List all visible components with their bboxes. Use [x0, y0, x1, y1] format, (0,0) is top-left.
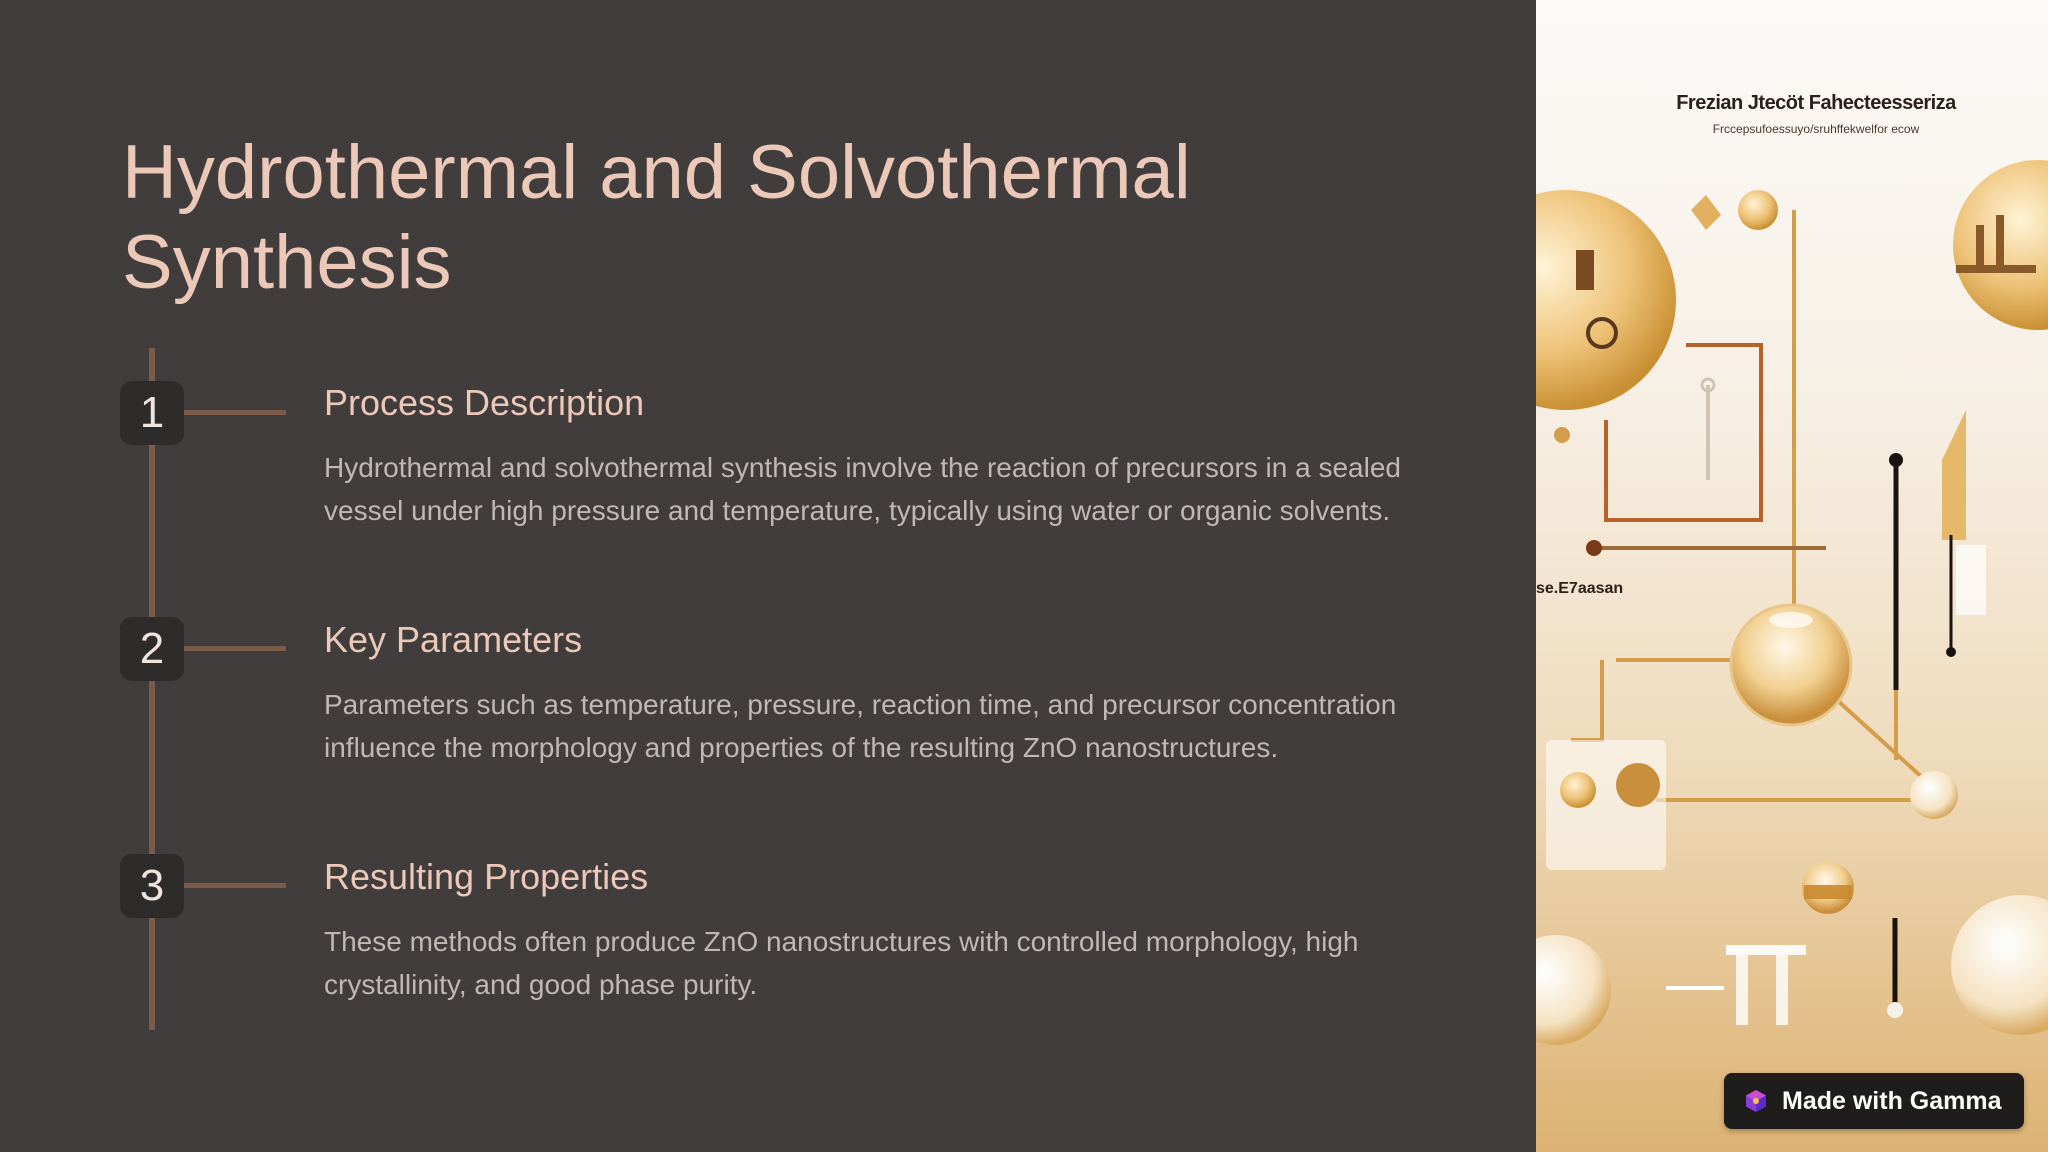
illustration-side-label: se.E7aasan [1536, 580, 1624, 597]
step-description: Hydrothermal and solvothermal synthesis involve the reaction of precursors in a sealed vessel under high pressure and temperature, typically using water or organic solvents. [324, 452, 1401, 526]
step-heading: Key Parameters [324, 619, 583, 660]
lab-apparatus-illustration [1536, 0, 2048, 1152]
step-number-badge: 2 [120, 617, 184, 681]
illustration-title-text: Frezian Jtecöt Fahecteesseriza [1676, 92, 1956, 114]
badge-label: Made with Gamma [1782, 1087, 2002, 1115]
illustration-subtitle-text: Frccepsufoessuyo/sruhffekwelfor ecow [1712, 122, 1920, 136]
timeline-line [149, 348, 155, 1030]
step-description: These methods often produce ZnO nanostructures with controlled morphology, high crystallinity, and good phase purity. [324, 926, 1359, 1000]
step-description: Parameters such as temperature, pressure, reaction time, and precursor concentration influence the morphology and properties of the resulting ZnO nanostructures. [324, 689, 1397, 763]
gamma-logo-icon [1744, 1089, 1768, 1113]
apparatus-artwork [1536, 0, 2048, 1152]
step-connector [184, 883, 286, 888]
made-with-gamma-badge[interactable] [1724, 1073, 2024, 1129]
step-heading: Process Description [324, 382, 645, 423]
step-connector [184, 410, 286, 415]
slide-title: Hydrothermal and Solvothermal Synthesis [122, 130, 1191, 305]
step-connector [184, 646, 286, 651]
step-heading: Resulting Properties [324, 856, 649, 897]
step-number-badge: 1 [120, 381, 184, 445]
step-number-badge: 3 [120, 854, 184, 918]
